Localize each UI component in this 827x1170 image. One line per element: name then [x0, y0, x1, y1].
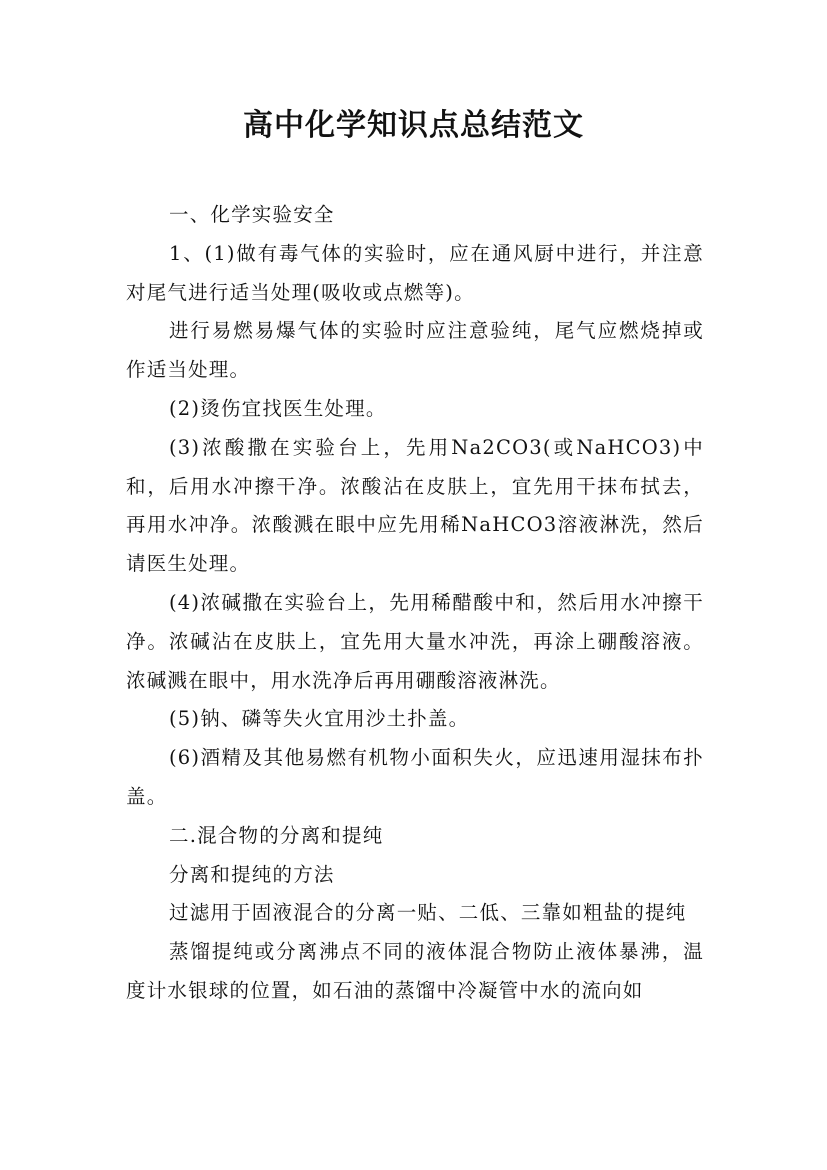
paragraph-flammable-gas: 进行易燃易爆气体的实验时应注意验纯，尾气应燃烧掉或作适当处理。 — [126, 319, 704, 382]
paragraph-distillation: 蒸馏提纯或分离沸点不同的液体混合物防止液体暴沸，温度计水银球的位置，如石油的蒸馏中冷凝管中水的流向如 — [126, 940, 704, 1002]
paragraph-sodium-fire: (5)钠、磷等失火宜用沙土扑盖。 — [169, 707, 470, 731]
document-body — [126, 196, 704, 1011]
section-heading-safety: 一、化学实验安全 — [169, 203, 335, 226]
subheading-methods: 分离和提纯的方法 — [169, 862, 335, 886]
page-title: 高中化学知识点总结范文 — [243, 108, 584, 143]
paragraph-filtration: 过滤用于固液混合的分离一贴、二低、三靠如粗盐的提纯 — [169, 901, 687, 925]
paragraph-burns: (2)烫伤宜找医生处理。 — [169, 396, 387, 420]
paragraph-acid-spill: (3)浓酸撒在实验台上，先用Na2CO3(或NaHCO3)中和，后用水冲擦干净。浓酸沾在皮肤上，宜先用干抹布拭去，再用水冲净。浓酸溅在眼中应先用稀NaHCO3溶液淋洗，然后请医生处理。 — [126, 435, 704, 576]
paragraph-alcohol-fire: (6)酒精及其他易燃有机物小面积失火，应迅速用湿抹布扑盖。 — [126, 746, 704, 808]
section-heading-separation: 二.混合物的分离和提纯 — [169, 823, 384, 847]
paragraph-alkali-spill: (4)浓碱撒在实验台上，先用稀醋酸中和，然后用水冲擦干净。浓碱沾在皮肤上，宜先用大量水冲洗，再涂上硼酸溶液。浓碱溅在眼中，用水洗净后再用硼酸溶液淋洗。 — [126, 590, 704, 692]
paragraph-toxic-gas: 1、(1)做有毒气体的实验时，应在通风厨中进行，并注意对尾气进行适当处理(吸收或点燃等)。 — [126, 241, 704, 304]
